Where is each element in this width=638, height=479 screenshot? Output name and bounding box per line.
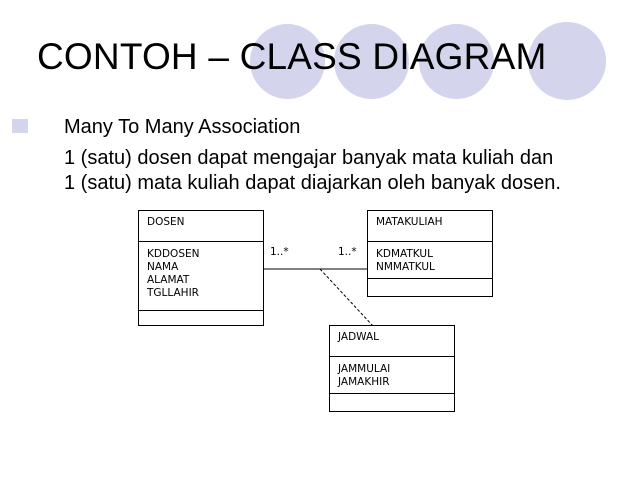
attribute: ALAMAT xyxy=(147,274,190,286)
class-jadwal[interactable] xyxy=(329,325,455,412)
class-jadwal-name: JADWAL xyxy=(330,326,454,357)
class-matakuliah[interactable] xyxy=(367,210,493,297)
attribute: TGLLAHIR xyxy=(147,287,199,299)
bullet-text: Many To Many Association xyxy=(64,116,301,138)
multiplicity-matakuliah: 1..* xyxy=(338,246,357,258)
attribute: NMMATKUL xyxy=(376,261,435,273)
class-matakuliah-attributes xyxy=(368,242,492,279)
attribute: KDDOSEN xyxy=(147,248,200,260)
slide-title: CONTOH – CLASS DIAGRAM xyxy=(37,36,547,77)
class-jadwal-attributes xyxy=(330,357,454,394)
class-matakuliah-name: MATAKULIAH xyxy=(368,211,492,242)
multiplicity-dosen: 1..* xyxy=(270,246,289,258)
attribute: NAMA xyxy=(147,261,179,273)
class-dosen-name: DOSEN xyxy=(139,211,263,242)
class-dosen-attributes xyxy=(139,242,263,311)
attribute: KDMATKUL xyxy=(376,248,433,260)
class-jadwal-operations xyxy=(330,394,454,411)
attribute: JAMAKHIR xyxy=(338,376,390,388)
attribute: JAMMULAI xyxy=(338,363,391,375)
class-dosen[interactable] xyxy=(138,210,264,326)
class-dosen-operations xyxy=(139,311,263,325)
association-class-link xyxy=(320,269,373,326)
class-matakuliah-operations xyxy=(368,279,492,296)
description-line-2: 1 (satu) mata kuliah dapat diajarkan oleh banyak dosen. xyxy=(64,172,561,194)
description-line-1: 1 (satu) dosen dapat mengajar banyak mata kuliah dan xyxy=(64,147,554,169)
